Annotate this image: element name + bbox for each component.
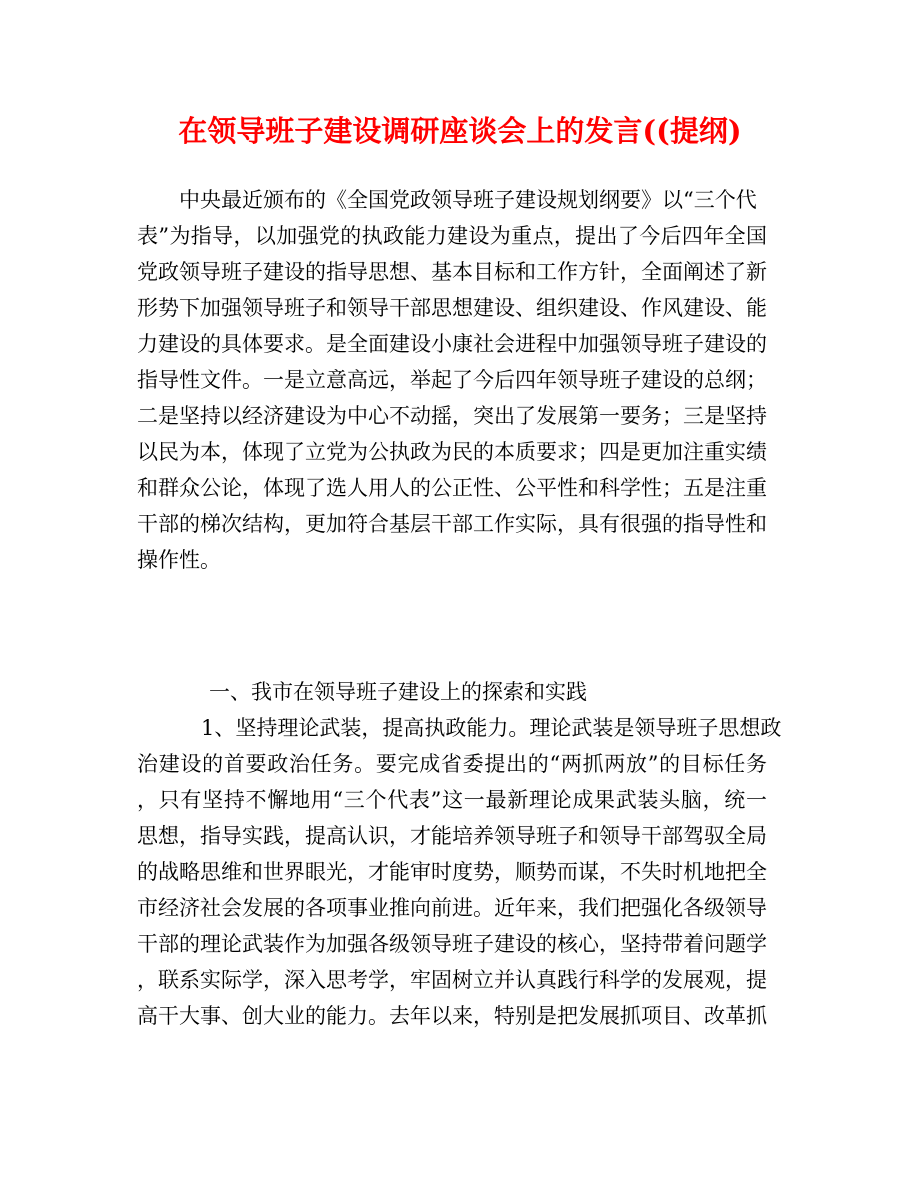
text-line: 治建设的首要政治任务。要完成省委提出的“两抓两放”的目标任务 [137, 752, 767, 776]
text-line: 干部的理论武装作为加强各级领导班子建设的核心，坚持带着问题学 [137, 932, 767, 956]
text-line: ，只有坚持不懈地用“三个代表”这一最新理论成果武装头脑，统一 [137, 788, 767, 812]
text-line: 形势下加强领导班子和领导干部思想建设、组织建设、作风建设、能 [137, 296, 767, 320]
section-heading: 一、我市在领导班子建设上的探索和实践 [209, 680, 587, 704]
text-line: 的战略思维和世界眼光，才能审时度势，顺势而谋，不失时机地把全 [137, 860, 767, 884]
text-line: 干部的梯次结构，更加符合基层干部工作实际，具有很强的指导性和 [137, 512, 767, 536]
text-line: 二是坚持以经济建设为中心不动摇，突出了发展第一要务；三是坚持 [137, 404, 767, 428]
text-line: 以民为本，体现了立党为公执政为民的本质要求；四是更加注重实绩 [137, 440, 767, 464]
text-line: 思想，指导实践，提高认识，才能培养领导班子和领导干部驾驭全局 [137, 824, 767, 848]
text-line: 高干大事、创大业的能力。去年以来，特别是把发展抓项目、改革抓 [137, 1004, 767, 1028]
text-line: 指导性文件。一是立意高远，举起了今后四年领导班子建设的总纲； [137, 368, 767, 392]
text-line: 1、坚持理论武装，提高执政能力。理论武装是领导班子思想政 [201, 716, 782, 740]
text-line: 和群众公论，体现了选人用人的公正性、公平性和科学性；五是注重 [137, 476, 767, 500]
text-line: 党政领导班子建设的指导思想、基本目标和工作方针，全面阐述了新 [137, 260, 767, 284]
text-line: 操作性。 [137, 548, 221, 572]
text-line: 力建设的具体要求。是全面建设小康社会进程中加强领导班子建设的 [137, 332, 767, 356]
document-title: 在领导班子建设调研座谈会上的发言((提纲) [178, 114, 742, 148]
text-line: ，联系实际学，深入思考学，牢固树立并认真践行科学的发展观，提 [137, 968, 767, 992]
text-line: 市经济社会发展的各项事业推向前进。近年来，我们把强化各级领导 [137, 896, 767, 920]
text-line: 表”为指导，以加强党的执政能力建设为重点，提出了今后四年全国 [137, 224, 767, 248]
text-line: 中央最近颁布的《全国党政领导班子建设规划纲要》以“三个代 [179, 188, 757, 212]
